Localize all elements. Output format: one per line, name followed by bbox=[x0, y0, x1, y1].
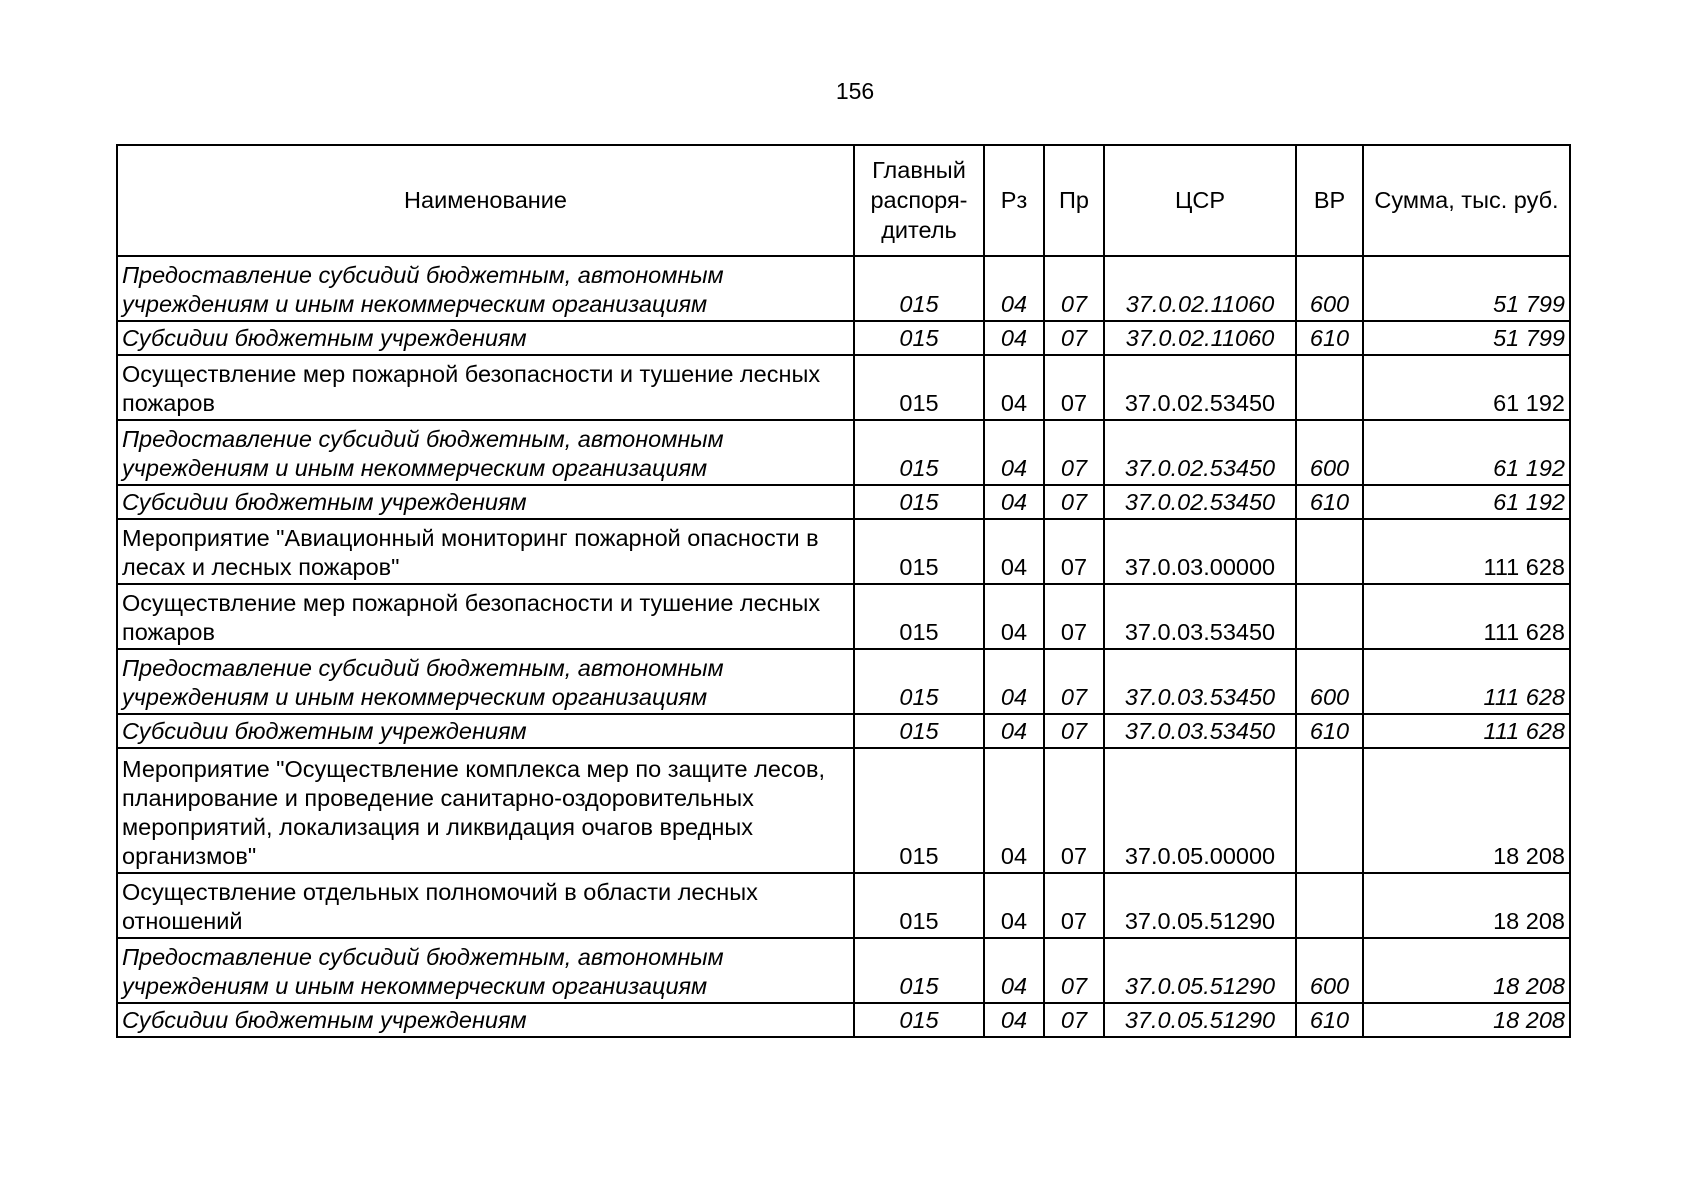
table-cell-pr: 07 bbox=[1044, 355, 1104, 420]
table-cell-name: Предоставление субсидий бюджетным, автономным учреждениям и иным некоммерческим организациям bbox=[117, 256, 854, 321]
table-cell-pr: 07 bbox=[1044, 519, 1104, 584]
table-row bbox=[117, 748, 1570, 873]
table-cell-rz: 04 bbox=[984, 355, 1044, 420]
table-row bbox=[117, 1003, 1570, 1037]
table-cell-manager: 015 bbox=[854, 938, 984, 1003]
table-cell-sum: 18 208 bbox=[1363, 873, 1570, 938]
table-cell-pr: 07 bbox=[1044, 420, 1104, 485]
table-cell-pr: 07 bbox=[1044, 1003, 1104, 1037]
table-cell-vr bbox=[1296, 584, 1363, 649]
table-cell-manager: 015 bbox=[854, 420, 984, 485]
table-cell-csr: 37.0.05.51290 bbox=[1104, 873, 1296, 938]
table-cell-csr: 37.0.05.51290 bbox=[1104, 1003, 1296, 1037]
table-cell-name: Субсидии бюджетным учреждениям bbox=[117, 321, 854, 355]
table-cell-manager: 015 bbox=[854, 649, 984, 714]
table-cell-pr: 07 bbox=[1044, 485, 1104, 519]
table-cell-rz: 04 bbox=[984, 873, 1044, 938]
table-row bbox=[117, 256, 1570, 321]
table-header-row bbox=[117, 145, 1570, 256]
table-cell-sum: 18 208 bbox=[1363, 748, 1570, 873]
header-sum bbox=[1363, 145, 1570, 256]
table-cell-pr: 07 bbox=[1044, 321, 1104, 355]
table-cell-rz: 04 bbox=[984, 584, 1044, 649]
header-glavny bbox=[854, 145, 984, 256]
table-cell-pr: 07 bbox=[1044, 256, 1104, 321]
table-cell-vr: 600 bbox=[1296, 256, 1363, 321]
table-row bbox=[117, 938, 1570, 1003]
table-cell-sum: 111 628 bbox=[1363, 649, 1570, 714]
table-cell-csr: 37.0.05.51290 bbox=[1104, 938, 1296, 1003]
header-csr: ЦСР bbox=[1104, 145, 1296, 256]
table-cell-manager: 015 bbox=[854, 1003, 984, 1037]
table-cell-csr: 37.0.02.53450 bbox=[1104, 420, 1296, 485]
table-cell-sum: 111 628 bbox=[1363, 519, 1570, 584]
table-cell-csr: 37.0.02.53450 bbox=[1104, 485, 1296, 519]
table-row bbox=[117, 420, 1570, 485]
table-cell-name: Предоставление субсидий бюджетным, автономным учреждениям и иным некоммерческим организациям bbox=[117, 938, 854, 1003]
table-cell-rz: 04 bbox=[984, 420, 1044, 485]
table-cell-vr: 610 bbox=[1296, 321, 1363, 355]
table-cell-sum: 111 628 bbox=[1363, 584, 1570, 649]
table-cell-vr: 600 bbox=[1296, 938, 1363, 1003]
table-cell-manager: 015 bbox=[854, 873, 984, 938]
table-cell-rz: 04 bbox=[984, 321, 1044, 355]
table-cell-pr: 07 bbox=[1044, 873, 1104, 938]
table-row bbox=[117, 485, 1570, 519]
table-row bbox=[117, 714, 1570, 748]
table-cell-csr: 37.0.02.11060 bbox=[1104, 256, 1296, 321]
table-cell-vr: 610 bbox=[1296, 714, 1363, 748]
table-cell-vr bbox=[1296, 355, 1363, 420]
table-cell-name: Осуществление мер пожарной безопасности и тушение лесных пожаров bbox=[117, 584, 854, 649]
table-cell-csr: 37.0.05.00000 bbox=[1104, 748, 1296, 873]
table-cell-rz: 04 bbox=[984, 938, 1044, 1003]
table-cell-vr bbox=[1296, 873, 1363, 938]
header-glavny-text: Главный распоря-дитель bbox=[870, 157, 968, 243]
table-cell-pr: 07 bbox=[1044, 584, 1104, 649]
table-cell-sum: 18 208 bbox=[1363, 1003, 1570, 1037]
table-cell-csr: 37.0.03.53450 bbox=[1104, 649, 1296, 714]
table-cell-manager: 015 bbox=[854, 355, 984, 420]
table-cell-sum: 18 208 bbox=[1363, 938, 1570, 1003]
table-cell-rz: 04 bbox=[984, 256, 1044, 321]
table-cell-name: Предоставление субсидий бюджетным, автономным учреждениям и иным некоммерческим организациям bbox=[117, 649, 854, 714]
table-cell-rz: 04 bbox=[984, 714, 1044, 748]
table-cell-sum: 111 628 bbox=[1363, 714, 1570, 748]
table-cell-name: Осуществление мер пожарной безопасности и тушение лесных пожаров bbox=[117, 355, 854, 420]
header-vr: ВР bbox=[1296, 145, 1363, 256]
table-cell-rz: 04 bbox=[984, 748, 1044, 873]
table-cell-pr: 07 bbox=[1044, 649, 1104, 714]
table-cell-pr: 07 bbox=[1044, 748, 1104, 873]
table-cell-sum: 61 192 bbox=[1363, 420, 1570, 485]
table-row bbox=[117, 355, 1570, 420]
table-cell-name: Мероприятие "Осуществление комплекса мер по защите лесов, планирование и проведение санитарно-оздоровительных мероприятий, локализация и ликвидация очагов вредных организмов" bbox=[117, 748, 854, 873]
table-cell-sum: 51 799 bbox=[1363, 321, 1570, 355]
table-row bbox=[117, 649, 1570, 714]
table-cell-vr bbox=[1296, 748, 1363, 873]
table-cell-csr: 37.0.02.53450 bbox=[1104, 355, 1296, 420]
table-cell-csr: 37.0.03.53450 bbox=[1104, 714, 1296, 748]
table-cell-vr: 600 bbox=[1296, 420, 1363, 485]
page-number: 156 bbox=[835, 78, 875, 104]
table-cell-manager: 015 bbox=[854, 748, 984, 873]
table-cell-name: Мероприятие "Авиационный мониторинг пожарной опасности в лесах и лесных пожаров" bbox=[117, 519, 854, 584]
header-pr: Пр bbox=[1044, 145, 1104, 256]
table-cell-manager: 015 bbox=[854, 519, 984, 584]
table-cell-sum: 61 192 bbox=[1363, 355, 1570, 420]
table-cell-manager: 015 bbox=[854, 256, 984, 321]
table-cell-name: Осуществление отдельных полномочий в области лесных отношений bbox=[117, 873, 854, 938]
table-cell-manager: 015 bbox=[854, 485, 984, 519]
table-row bbox=[117, 519, 1570, 584]
table-cell-vr bbox=[1296, 519, 1363, 584]
table-cell-rz: 04 bbox=[984, 649, 1044, 714]
table-cell-csr: 37.0.03.53450 bbox=[1104, 584, 1296, 649]
table-cell-manager: 015 bbox=[854, 584, 984, 649]
table-cell-name: Предоставление субсидий бюджетным, автономным учреждениям и иным некоммерческим организациям bbox=[117, 420, 854, 485]
table-cell-pr: 07 bbox=[1044, 938, 1104, 1003]
table-cell-name: Субсидии бюджетным учреждениям bbox=[117, 714, 854, 748]
table-cell-pr: 07 bbox=[1044, 714, 1104, 748]
table-cell-vr: 610 bbox=[1296, 1003, 1363, 1037]
table-cell-csr: 37.0.02.11060 bbox=[1104, 321, 1296, 355]
table-row bbox=[117, 584, 1570, 649]
table-cell-name: Субсидии бюджетным учреждениям bbox=[117, 485, 854, 519]
table-row bbox=[117, 873, 1570, 938]
table-cell-manager: 015 bbox=[854, 321, 984, 355]
table-cell-rz: 04 bbox=[984, 485, 1044, 519]
budget-table bbox=[116, 144, 1571, 1038]
table-cell-vr: 600 bbox=[1296, 649, 1363, 714]
table-cell-name: Субсидии бюджетным учреждениям bbox=[117, 1003, 854, 1037]
table-cell-manager: 015 bbox=[854, 714, 984, 748]
table-cell-rz: 04 bbox=[984, 519, 1044, 584]
header-name: Наименование bbox=[117, 145, 854, 256]
table-row bbox=[117, 321, 1570, 355]
table-cell-vr: 610 bbox=[1296, 485, 1363, 519]
table-cell-csr: 37.0.03.00000 bbox=[1104, 519, 1296, 584]
table-cell-rz: 04 bbox=[984, 1003, 1044, 1037]
table-cell-sum: 61 192 bbox=[1363, 485, 1570, 519]
header-sum-text: Сумма, тыс. руб. bbox=[1374, 187, 1559, 213]
header-rz: Рз bbox=[984, 145, 1044, 256]
table-cell-sum: 51 799 bbox=[1363, 256, 1570, 321]
